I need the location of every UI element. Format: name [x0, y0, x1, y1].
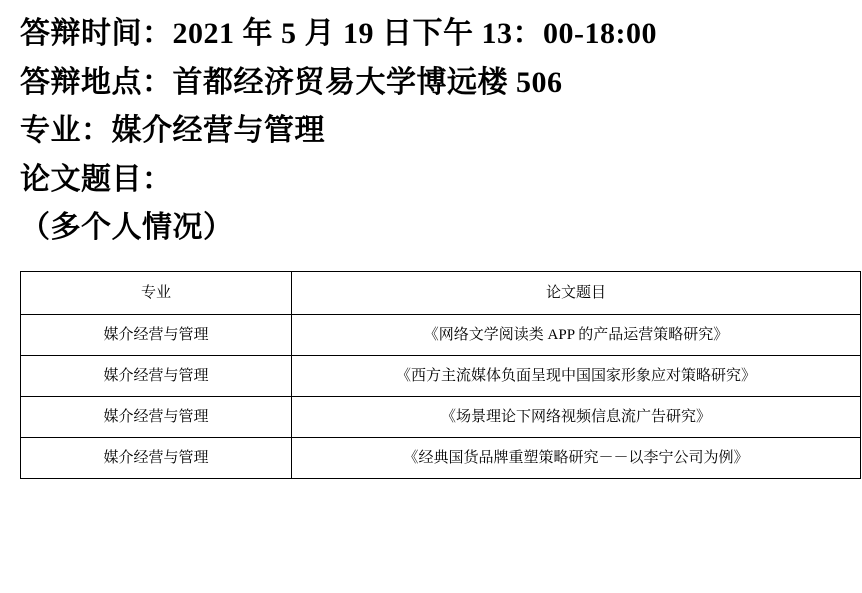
table-row: [21, 396, 861, 437]
table-row: [21, 355, 861, 396]
table-row: [21, 314, 861, 355]
cell-major: 媒介经营与管理: [21, 355, 292, 396]
thesis-table: [20, 271, 861, 479]
cell-major: 媒介经营与管理: [21, 314, 292, 355]
major-line: 专业：媒介经营与管理: [20, 114, 325, 148]
table-row: [21, 437, 861, 478]
cell-major: 媒介经营与管理: [21, 396, 292, 437]
cell-major: 媒介经营与管理: [21, 437, 292, 478]
defense-place-line: 答辩地点：首都经济贸易大学博远楼 506: [20, 65, 563, 99]
cell-thesis-title: 《网络文学阅读类 APP 的产品运营策略研究》: [292, 314, 861, 355]
column-header-major: 专业: [21, 271, 292, 314]
table-header-row: [21, 271, 861, 314]
cell-thesis-title: 《场景理论下网络视频信息流广告研究》: [292, 396, 861, 437]
multi-person-note: （多个人情况）: [20, 211, 234, 245]
defense-time-line: 答辩时间：2021 年 5 月 19 日下午 13：00-18:00: [20, 17, 657, 50]
cell-thesis-title: 《经典国货品牌重塑策略研究－－以李宁公司为例》: [292, 437, 861, 478]
cell-thesis-title: 《西方主流媒体负面呈现中国国家形象应对策略研究》: [292, 355, 861, 396]
thesis-title-line: 论文题目：: [20, 162, 173, 196]
column-header-thesis-title: 论文题目: [292, 271, 861, 314]
